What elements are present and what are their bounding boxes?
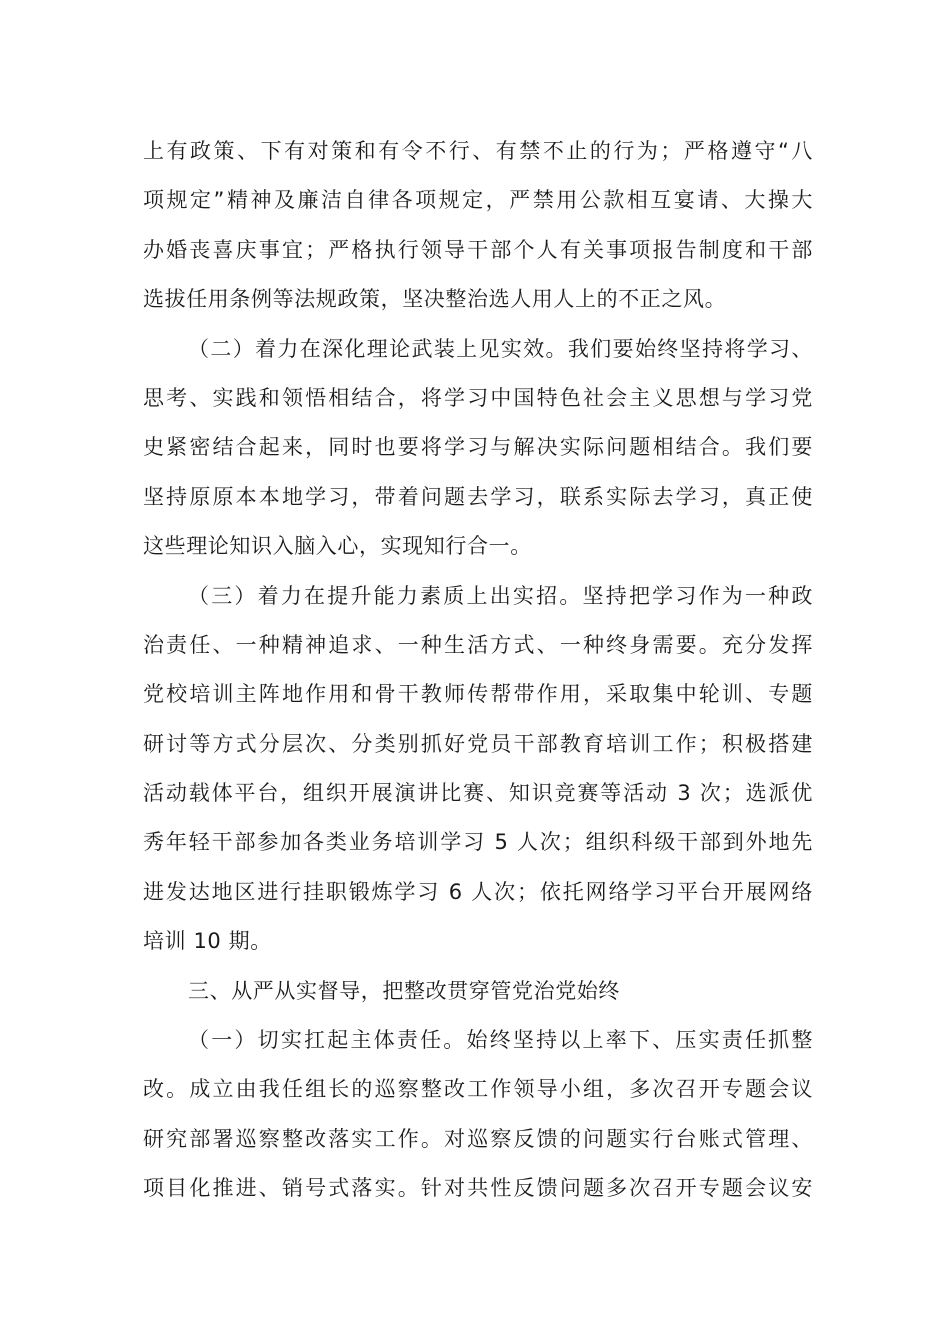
- text-line: 项规定”精神及廉洁自律各项规定，严禁用公款相互宴请、大操大: [143, 188, 813, 213]
- text-line: （一）切实扛起主体责任。始终坚持以上率下、压实责任抓整: [188, 1028, 813, 1053]
- text-line: 党校培训主阵地作用和骨干教师传帮带作用，采取集中轮训、专题: [143, 682, 813, 707]
- text-line: 治责任、一种精神追求、一种生活方式、一种终身需要。充分发挥: [143, 632, 813, 657]
- text-line: 办婚丧喜庆事宜；严格执行领导干部个人有关事项报告制度和干部: [143, 237, 813, 262]
- text-line: （三）着力在提升能力素质上出实招。坚持把学习作为一种政: [188, 583, 813, 608]
- text-line: 坚持原原本本地学习，带着问题去学习，联系实际去学习，真正使: [143, 484, 813, 509]
- text-line: 选拔任用条例等法规政策，坚决整治选人用人上的不正之风。: [143, 287, 727, 312]
- text-line: 研讨等方式分层次、分类别抓好党员干部教育培训工作；积极搭建: [143, 731, 813, 756]
- text-line: 活动载体平台，组织开展演讲比赛、知识竞赛等活动 3 次；选派优: [143, 781, 813, 806]
- text-line: 史紧密结合起来，同时也要将学习与解决实际问题相结合。我们要: [143, 435, 813, 460]
- text-line: 思考、实践和领悟相结合，将学习中国特色社会主义思想与学习党: [143, 385, 813, 410]
- text-line: 这些理论知识入脑入心，实现知行合一。: [143, 534, 532, 559]
- section-heading: 三、从严从实督导，把整改贯穿管党治党始终: [188, 978, 620, 1003]
- text-line: 进发达地区进行挂职锻炼学习 6 人次；依托网络学习平台开展网络: [143, 879, 813, 904]
- text-line: 改。成立由我任组长的巡察整改工作领导小组，多次召开专题会议: [143, 1077, 813, 1102]
- text-line: 项目化推进、销号式落实。针对共性反馈问题多次召开专题会议安: [143, 1176, 813, 1201]
- text-line: 培训 10 期。: [143, 929, 272, 954]
- text-line: 秀年轻干部参加各类业务培训学习 5 人次；组织科级干部到外地先: [143, 830, 813, 855]
- text-line: 研究部署巡察整改落实工作。对巡察反馈的问题实行台账式管理、: [143, 1126, 813, 1151]
- document-body: [143, 127, 813, 1214]
- text-line: 上有政策、下有对策和有令不行、有禁不止的行为；严格遵守“八: [143, 139, 813, 163]
- text-line: （二）着力在深化理论武装上见实效。我们要始终坚持将学习、: [188, 336, 813, 361]
